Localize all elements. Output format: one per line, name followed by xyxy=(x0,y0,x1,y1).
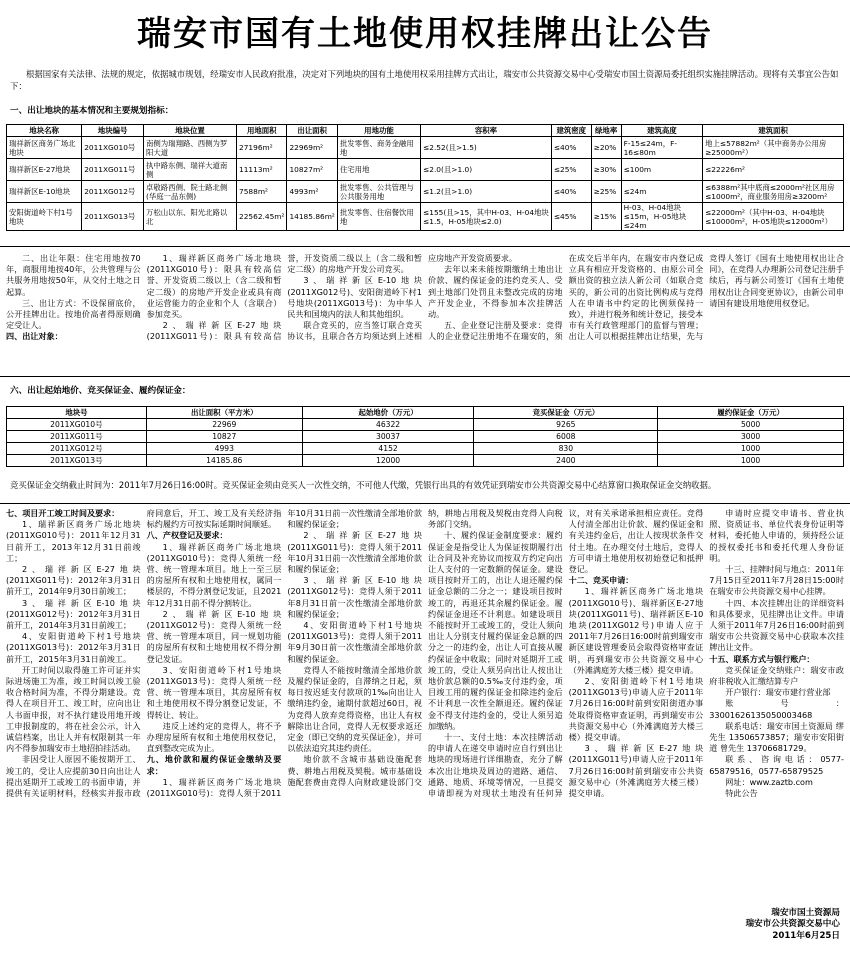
table-cell: ≤2.0(且>1.0) xyxy=(421,159,552,181)
table-cell: 12000 xyxy=(302,455,474,467)
paragraph: 三、出让方式：不设保留底价，公开挂牌出让。按地价高者得原则确定受让人。 xyxy=(6,297,141,331)
table-cell: 6008 xyxy=(474,431,658,443)
table-cell: 22969 xyxy=(146,419,302,431)
paragraph: 十二、竞买申请： xyxy=(568,575,634,586)
paragraph: 四、出让对象： xyxy=(6,331,63,342)
table-header-cell: 用地功能 xyxy=(337,125,420,137)
paragraph: 3、瑞祥新区E-10地块(2011XG012号)：2012年3月31日前开工，2014年3月31日前竣工； xyxy=(6,597,141,631)
table-cell: 14185.86 xyxy=(146,455,302,467)
table-header-cell: 建筑高度 xyxy=(621,125,703,137)
signature-block xyxy=(745,908,840,942)
table-cell: 3000 xyxy=(658,431,844,443)
table-cell: 9265 xyxy=(474,419,658,431)
table-cell: 22969m² xyxy=(287,137,337,159)
issuer-trading-center: 瑞安市公共资源交易中心 xyxy=(745,919,840,930)
table-row xyxy=(7,181,844,203)
table-cell: ≥30% xyxy=(591,159,621,181)
paragraph: 竞得人不能按时缴清全部地价款及履约保证金的，自滞纳之日起，须每日按迟延支付款项的1‰向出让人缴纳违约金，逾期付款超过60日，视为竞得人放弃竞得资格，出让人有权解除出让合同，竞得人无权要求返还定金（即已交纳的竞买保证金），并可以依法追究其违约责任。 xyxy=(287,664,422,754)
paragraph: 联合竞买的，应当签订联合竞买协议书，且联合各方均须达到上述相应房地产开发资质要求。 xyxy=(287,253,518,342)
table-cell: 瑞祥新区商务广场北地块 xyxy=(7,137,82,159)
table-cell: 7588m² xyxy=(237,181,287,203)
table-cell: 11113m² xyxy=(237,159,287,181)
table-cell: 2011XG010号 xyxy=(7,419,147,431)
table-cell: ≤45% xyxy=(551,203,591,231)
table-header-cell: 地块号 xyxy=(7,407,147,419)
table-cell: ≤6388m²其中底商≤2000m²社区用房≤1000m²，商业服务用房≥3200m² xyxy=(703,181,844,203)
table-cell: 瑞祥新区E-27地块 xyxy=(7,159,82,181)
paragraph: 3、瑞祥新区E-10地块(2011XG012号)、安阳街道岭下村1号地块(2011XG013号)：为中华人民共和国境内的法人和其他组织。 xyxy=(287,275,422,320)
paragraph: 1、瑞祥新区商务广场北地块(2011XG010号)：竞得人须统一经营、统一管理本项目。地上一至三层的房屋所有权和土地使用权，属同一楼层的，不得分割登记发证，且2021年12月31日前不得分割转让。 xyxy=(146,541,282,608)
table-cell: 5000 xyxy=(658,419,844,431)
paragraph: 十五、联系方式与银行账户： xyxy=(709,653,815,664)
paragraph: 十、履约保证金制度要求：履约保证金是指受让人为保证按期履行出让合同及补充协议而按双方约定向出让人支付的一定数额的保证金。建设项目按时开工的，出让人退还履约保证金总额的二分之一；建设项目按时竣工的，再退还其余履约保证金。履约保证金退还不计利息。如建设项目不能按时开工或竣工的，受让人须向出让人分别支付履约保证金总额的四分之一的违约金，出让人可直接从履约保证金中收取；同时对延期开工或竣工的，受让人须另向出让人按出让地价款总额的0.5‰支付违约金，项目竣工用的履约保证金扣除违约金后不计利息一次性全额退还。履约保证金不得支付违约金的，受让人须另追加缴纳。 xyxy=(427,530,563,731)
table-cell: ≤40% xyxy=(551,181,591,203)
paragraph: 3、瑞祥新区E-27地块(2011XG011号)申请人应于2011年7月26日16:00时前到瑞安市公共资源交易中心（外滩满庭芳大楼三楼）提交申请。 xyxy=(568,743,704,799)
table-cell: 2011XG011号 xyxy=(82,159,144,181)
intro-paragraph: 根据国家有关法律、法规的规定，依据城市规划，经瑞安市人民政府批准，决定对下列地块的国有土地使用权采用挂牌方式出让，瑞安市公共资源交易中心受瑞安市国土资源局委托组织实施挂牌活动。现将有关事宜公告如下： xyxy=(10,69,839,91)
paragraph: 2、安阳街道岭下村1号地块(2011XG013号)申请人应于2011年7月26日16:00时前到安阳街道办事处取得资格审查证明，再到瑞安市公共资源交易中心（外滩满庭芳大楼三楼）提交申请。 xyxy=(568,676,704,743)
table-cell: 22562.45m² xyxy=(237,203,287,231)
table-cell: 2011XG010号 xyxy=(82,137,144,159)
paragraph: 联系、咨询电话：0577-65879516，0577-65879525 xyxy=(709,754,844,776)
issue-date: 2011年6月25日 xyxy=(772,930,840,941)
table-header-cell: 绿地率 xyxy=(591,125,621,137)
paragraph: 申请时应提交申请书、营业执照、资质证书、单位代表身份证明等材料，委托他人申请的，须持经公证的授权委托书和委托代理人身份证明。 xyxy=(709,508,844,563)
table-row xyxy=(7,419,844,431)
table-header-cell: 用地面积 xyxy=(237,125,287,137)
table-row xyxy=(7,455,844,467)
table-cell: 30037 xyxy=(302,431,474,443)
paragraph: 网址：www.zaztb.com xyxy=(725,776,813,787)
table-header-cell: 地块位置 xyxy=(144,125,237,137)
table-cell: 南侧为瑞翔路、西侧为罗阳大道 xyxy=(144,137,237,159)
table-cell: 卓敬路西侧、院士路北侧(华庭一品东侧) xyxy=(144,181,237,203)
paragraph: 非因受让人原因不能按期开工、竣工的，受让人应提前30日向出让人提出延期开工或竣工的书面申请，并提供有关证明材料，经核实并报市政府同意后，开工、竣工及有关经济指标约履约方可按实际延期时间顺延。 xyxy=(6,508,282,799)
table-cell: 4993m² xyxy=(287,181,337,203)
table-cell: ≤2.52(且>1.5) xyxy=(421,137,552,159)
price-deposit-table xyxy=(6,406,844,467)
table-cell: 2011XG013号 xyxy=(7,455,147,467)
paragraph: 1、瑞祥新区商务广场北地块(2011XG010号)、瑞祥新区E-27地块(2011XG011号)、瑞祥新区E-10地块(2011XG012号)申请人应于2011年7月26日16:00时前到瑞安市新区建设管理委员会取得资格审查证明，再到瑞安市公共资源交易中心（外滩满庭芳大楼三楼）提交申请。 xyxy=(568,586,704,675)
table-cell: 830 xyxy=(474,443,658,455)
paragraph: 地价款不含城市基础设施配套费、耕地占用税及契税。城市基础设施配套费由竞得人向财政建设部门交纳，耕地占用税及契税由竞得人向税务部门交纳。 xyxy=(287,508,563,787)
paragraph: 2、瑞祥新区E-27地块(2011XG011号)：限具有较高信誉，开发资质二级以上（含二级和暂定二级）的房地产开发公司竞买。 xyxy=(146,253,422,342)
paragraph: 2、瑞祥新区E-27地块(2011XG011号)：2012年3月31日前开工，2014年9月30日前竣工； xyxy=(6,564,141,597)
table-cell: ≤40% xyxy=(551,137,591,159)
paragraph: 账号：33001626135050003468 xyxy=(709,698,844,720)
paragraph: 竞买保证金交纳账户：瑞安市政府非税收入汇缴结算专户 xyxy=(709,664,844,687)
table-cell: 2011XG012号 xyxy=(7,443,147,455)
paragraph: 九、地价款和履约保证金缴纳及要求： xyxy=(146,754,282,776)
table-cell: 万松山以东、阳光北路以北 xyxy=(144,203,237,231)
paragraph: 十一、支付土地：本次挂牌活动的申请人在递交申请时应自行到出让地块的现场进行详细勘查，充分了解本次出让地块及周边的道路、通信、通路、地质、环境等情况，一旦提交申请即视为对现状土地没有任何异议，对有关承诺承担相应责任。竞得人付清全部出让价款、履约保证金和有关违约金后，出让人按现状条件交付土地。在办理交付土地后，竞得人方可申请土地使用权初始登记和抵押登记。 xyxy=(427,508,704,799)
table-cell: H-03、H-04地块≤15m，H-05地块≤24m xyxy=(621,203,703,231)
table-cell: 1000 xyxy=(658,443,844,455)
table-cell: 批发零售、商务金融用地 xyxy=(337,137,420,159)
table-header-cell: 地块编号 xyxy=(82,125,144,137)
paragraph: 十三、挂牌时间与地点：2011年7月15日至2011年7月28日15:00时在瑞安市公共资源交易中心挂牌。 xyxy=(709,564,844,597)
table-cell: 2011XG012号 xyxy=(82,181,144,203)
table-cell: ≥25% xyxy=(591,181,621,203)
paragraph: 开工时间以取得施工许可证并实际进场施工为准，竣工时间以竣工验收合格时间为准，不得分期建设。竞得人在项目开工、竣工时，应向出让人书面申报，对不执行建设用地开竣工申报制度的，将在社会公示，计入诚信档案，出让人并有权限制其一年内不得参加瑞安市土地招拍挂活动。 xyxy=(6,664,141,754)
table-header-cell: 建筑密度 xyxy=(551,125,591,137)
issuer-land-bureau: 瑞安市国土资源局 xyxy=(771,908,840,918)
table-cell: 地上≤57882m²（其中商务办公用房≥25000m²） xyxy=(703,137,844,159)
table-cell: ≤100m xyxy=(621,159,703,181)
table-cell: 批发零售、公共管理与公共服务用地 xyxy=(337,181,420,203)
paragraph: 1、瑞祥新区商务广场北地块(2011XG010号)：竞得人须于2011年10月31日前一次性缴清全部地价款和履约保证金； xyxy=(146,508,422,799)
table-row xyxy=(7,203,844,231)
table-cell: F-15≤24m，F-16≤80m xyxy=(621,137,703,159)
section-heading-1: 一、出让地块的基本情况和主要规划指标： xyxy=(10,106,174,116)
table-cell: 2011XG011号 xyxy=(7,431,147,443)
paragraph: 2、瑞祥新区E-27地块(2011XG011号)：竞得人须于2011年10月31日前一次性缴清全部地价款和履约保证金； xyxy=(287,530,422,575)
paragraph: 3、瑞祥新区E-10地块(2011XG012号)：竞得人须于2011年8月31日前一次性缴清全部地价款和履约保证金； xyxy=(287,575,422,619)
paragraph: 1、瑞祥新区商务广场北地块(2011XG010号)：2011年12月31日前开工，2013年12月31日前竣工； xyxy=(6,519,141,563)
table-header-row xyxy=(7,125,844,137)
table-cell: 27196m² xyxy=(237,137,287,159)
section-heading-6: 六、出让起始地价、竞买保证金、履约保证金： xyxy=(10,386,191,396)
table-cell: ≤22226m² xyxy=(703,159,844,181)
paragraph: 联系电话：瑞安市国土资源局 缪先生 13506573857；瑞安市安阳街道 曾先生 13706681729。 xyxy=(709,720,844,754)
table-header-cell: 容积率 xyxy=(421,125,552,137)
table-row xyxy=(7,159,844,181)
paragraph: 去年以来未能按期缴纳土地出让价款、履约保证金的违约竞买人、受到土地部门处罚且未整改完成的房地产开发企业，不得参加本次挂牌活动。 xyxy=(427,264,563,320)
page-title: 瑞安市国有土地使用权挂牌出让公告 xyxy=(137,14,713,54)
table-cell: ≥20% xyxy=(591,137,621,159)
table-row xyxy=(7,137,844,159)
terms-columns-top xyxy=(6,253,844,371)
table-header-cell: 地块名称 xyxy=(7,125,82,137)
paragraph: 二、出让年限：住宅用地按70年，商服用地按40年，公共管理与公共服务用地按50年，从交付土地之日起算。 xyxy=(6,253,141,297)
paragraph: 4、安阳街道岭下村1号地块(2011XG013号)：2012年3月31日前开工，2015年3月31日前竣工。 xyxy=(6,631,141,664)
table-header-row xyxy=(7,407,844,419)
table-cell: ≤25% xyxy=(551,159,591,181)
divider xyxy=(0,503,850,504)
table-cell: 4152 xyxy=(302,443,474,455)
table-header-cell: 出让面积 xyxy=(287,125,337,137)
paragraph: 七、项目开工竣工时间及要求： xyxy=(6,508,120,518)
table-cell: ≥15% xyxy=(591,203,621,231)
paragraph: 八、产权登记及要求： xyxy=(146,530,228,541)
paragraph: 五、企业登记注册及要求：竞得人的企业登记注册地不在瑞安的，须在成交后半年内，在瑞安市内登记成立具有相应开发资格的、由原公司全额出资的独立法人新公司（如联合竞买的，新公司的出资比例构成与竞得人在申请书中约定的比例须保持一致），并进行税务和统计登记，接受本市有关行政管理部门的监督与管理；出让人可以根据挂牌出让结果，先与竞得人签订《国有土地使用权出让合同》，在竞得人办理新公司登记注册手续后，再与新公司签订《国有土地使用权出让合同变更协议》，由新公司申请国有建设用地使用权登记。 xyxy=(427,253,844,342)
table-cell: ≤22000m²（其中H-03、H-04地块≤10000m²，H-05地块≤12000m²） xyxy=(703,203,844,231)
table-cell: 10827 xyxy=(146,431,302,443)
table-header-cell: 建筑面积 xyxy=(703,125,844,137)
deposit-deadline-note: 竞买保证金交纳截止时间为：2011年7月26日16:00时。竞买保证金须由竞买人一次性交纳，不可他人代缴，凭银行出具的有效凭证到瑞安市公共资源交易中心结算窗口换取保证金交纳收据。 xyxy=(10,480,717,490)
table-row xyxy=(7,431,844,443)
table-cell: ≤155(且>15，其中H-03、H-04地块≤1.5，H-05地块≤2.0) xyxy=(421,203,552,231)
table-cell: 14185.86m² xyxy=(287,203,337,231)
table-cell: ≤24m xyxy=(621,181,703,203)
table-cell: 执中路东侧、瑞祥大道南侧 xyxy=(144,159,237,181)
table-header-cell: 履约保证金（万元） xyxy=(658,407,844,419)
table-cell: 瑞祥新区E-10地块 xyxy=(7,181,82,203)
table-cell: 1000 xyxy=(658,455,844,467)
table-cell: 10827m² xyxy=(287,159,337,181)
paragraph: 1、瑞祥新区商务广场北地块(2011XG010号)：限具有较高信誉、开发资质二级以上（含二级和暂定二级）的房地产开发企业或具有商业运营能力的企业和个人（含联合）参加竞买。 xyxy=(146,253,282,320)
table-cell: 安阳街道岭下村1号地块 xyxy=(7,203,82,231)
paragraph: 3、安阳街道岭下村1号地块(2011XG013号)：竞得人须统一经营、统一管理本项目，其房屋所有权和土地使用权不得分割登记发证，不得转让、转让。 xyxy=(146,664,282,720)
table-header-cell: 出让面积（平方米） xyxy=(146,407,302,419)
table-cell: 46322 xyxy=(302,419,474,431)
paragraph: 特此公告 xyxy=(725,788,758,799)
table-cell: 住宅用地 xyxy=(337,159,420,181)
divider xyxy=(0,376,850,377)
table-cell: 2011XG013号 xyxy=(82,203,144,231)
table-cell: 4993 xyxy=(146,443,302,455)
terms-columns-bottom xyxy=(6,508,844,913)
paragraph: 开户银行：瑞安市建行营业部 xyxy=(725,687,831,698)
table-cell: ≤1.2(且>1.0) xyxy=(421,181,552,203)
table-cell: 批发零售、住宿餐饮用地 xyxy=(337,203,420,231)
paragraph: 2、瑞祥新区E-10地块(2011XG012号)：竞得人须统一经营、统一管理本项目，同一规划功能的房屋所有权和土地使用权不得分割登记发证。 xyxy=(146,608,282,664)
table-header-cell: 起始地价（万元） xyxy=(302,407,474,419)
paragraph: 十四、本次挂牌出让的详细资料和具体要求，见挂牌出让文件。申请人须于2011年7月26日16:00时前到瑞安市公共资源交易中心获取本次挂牌出让文件。 xyxy=(709,597,844,653)
table-row xyxy=(7,443,844,455)
plot-indicator-table xyxy=(6,124,844,231)
paragraph: 4、安阳街道岭下村1号地块(2011XG013号)：竞得人须于2011年9月30日前一次性缴清全部地价款和履约保证金。 xyxy=(287,620,422,664)
divider xyxy=(0,246,850,247)
table-cell: 2400 xyxy=(474,455,658,467)
table-header-cell: 竞买保证金（万元） xyxy=(474,407,658,419)
paragraph: 违反上述约定的竞得人，将不予办理房屋所有权和土地使用权登记，直到整改完成为止。 xyxy=(146,720,282,754)
